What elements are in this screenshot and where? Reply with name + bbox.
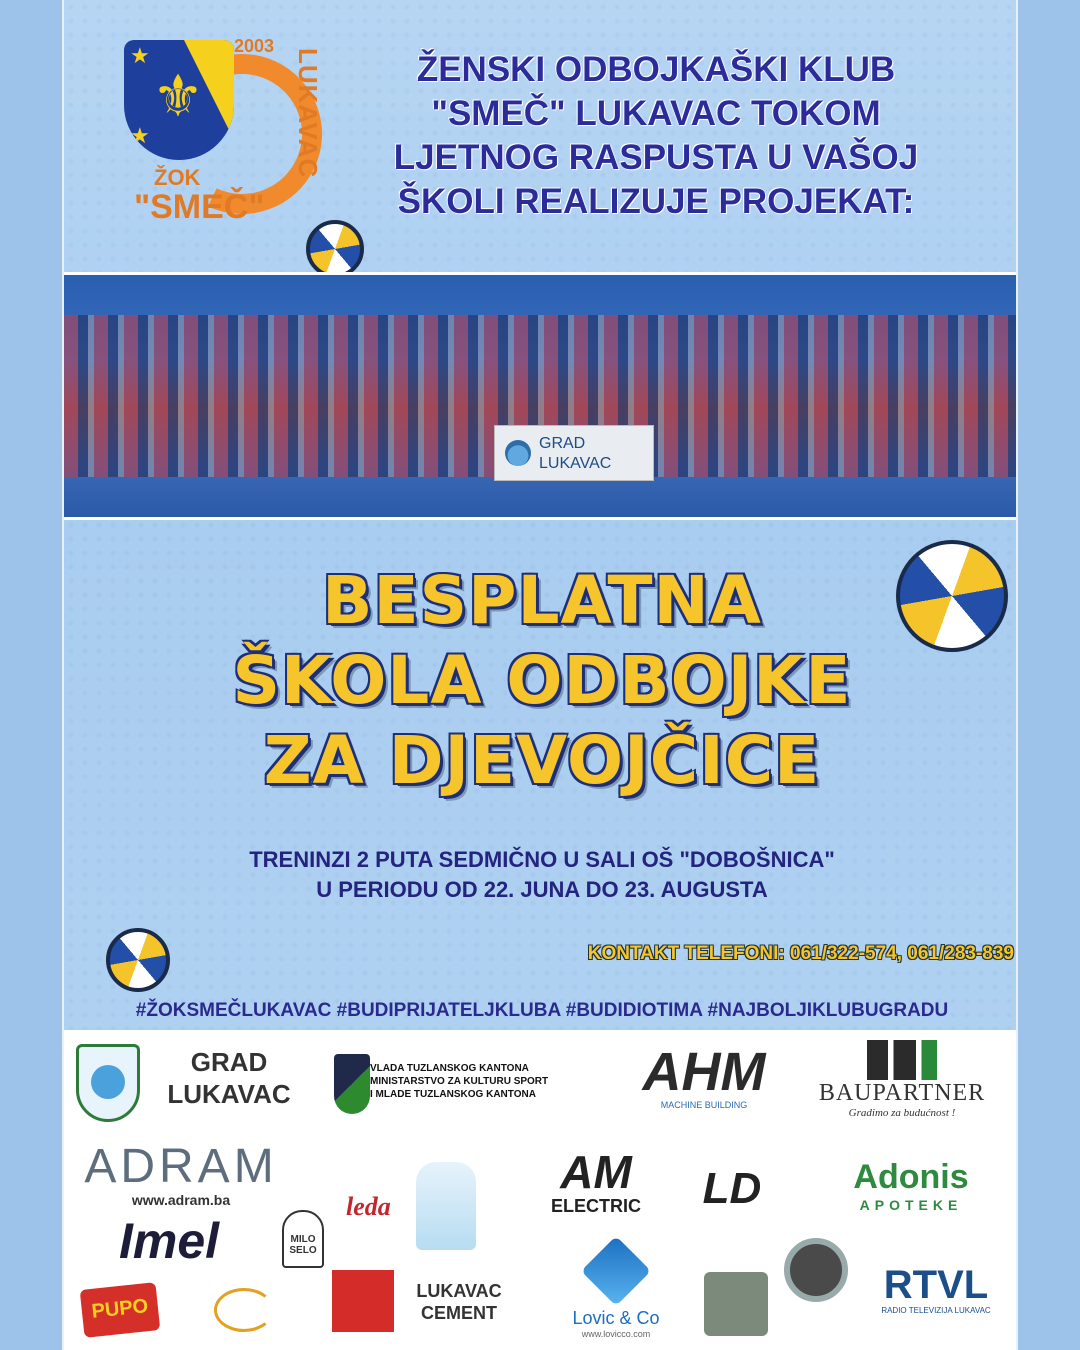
logo-year: 2003: [234, 36, 275, 56]
headline-line: ŠKOLI REALIZUJE PROJEKAT:: [397, 182, 915, 221]
sponsor-vlada-tk: VLADA TUZLANSKOG KANTONA MINISTARSTVO ZA KULTURU SPORT I MLADE TUZLANSKOG KANTONA: [370, 1063, 549, 1100]
hashtags: #ŽOKSMEČLUKAVAC #BUDIPRIJATELJKLUBA #BUDIDIOTIMA #NAJBOLJIKLUBUGRADU: [135, 1000, 949, 1021]
logo-city: LUKAVAC: [293, 48, 323, 179]
sponsor-grad-lukavac: GRAD LUKAVAC: [167, 1047, 291, 1109]
lily-icon: ⚜: [152, 62, 204, 130]
baupartner-building-icon: [867, 1040, 937, 1080]
sponsor-ahm: AHM MACHINE BUILDING: [642, 1042, 766, 1110]
grad-lukavac-sign: [494, 425, 654, 481]
camera-club-icon: [784, 1238, 848, 1302]
sponsor-pupo: PUPO: [80, 1282, 161, 1338]
sponsor-baupartner: BAUPARTNER Gradimo za budućnost !: [794, 1040, 1010, 1119]
headline-line: ŽENSKI ODBOJKAŠKI KLUB: [416, 50, 896, 89]
grad-lukavac-crest-icon: [76, 1044, 140, 1122]
sponsor-milo-selo: MILO SELO: [282, 1210, 324, 1268]
sponsor-lovic: Lovic & Co www.lovicco.com: [556, 1240, 676, 1339]
logo-prefix: ŽOK: [154, 165, 201, 190]
grad-lukavac-icon: [505, 440, 531, 466]
sponsors-panel: [64, 1030, 1018, 1350]
sponsor-leda: leda: [346, 1162, 496, 1250]
sign-text: LUKAVAC: [539, 455, 612, 472]
art-logo-icon: [214, 1288, 274, 1332]
title-line-3: ZA DJEVOJČICE: [263, 722, 821, 799]
lovic-cube-icon: [581, 1236, 651, 1306]
shield-icon: [124, 40, 234, 160]
info-line-2: U PERIODU OD 22. JUNA DO 23. AUGUSTA: [316, 877, 768, 902]
poster: [62, 0, 1018, 1350]
title-line-2: ŠKOLA ODBOJKE: [232, 642, 852, 719]
info-line-1: TRENINZI 2 PUTA SEDMIČNO U SALI OŠ "DOBOŠNICA": [249, 847, 835, 872]
gear-emblem-icon: [704, 1272, 768, 1336]
logo-name: "SMEČ": [134, 188, 265, 226]
star-icon: ★: [130, 44, 150, 69]
sponsor-am-electric: AM ELECTRIC: [551, 1146, 641, 1216]
sponsor-adram: ADRAM www.adram.ba: [84, 1140, 278, 1208]
sponsor-lukavac-cement: LUKAVAC CEMENT: [416, 1281, 502, 1323]
title-line-1: BESPLATNA: [322, 562, 762, 639]
contact-phones: KONTAKT TELEFONI: 061/322-574, 061/283-839: [587, 943, 1014, 964]
sponsor-adonis: Adonis APOTEKE: [853, 1158, 969, 1213]
tuzla-canton-crest-icon: [334, 1054, 370, 1114]
team-photo: [64, 272, 1018, 520]
adonis-leaf-icon: A: [853, 1158, 878, 1196]
club-logo: [124, 30, 324, 230]
star-icon: ★: [130, 124, 150, 149]
headline-line: LJETNOG RASPUSTA U VAŠOJ: [393, 138, 919, 177]
sign-text: GRAD: [539, 435, 586, 452]
headline: [346, 48, 966, 224]
sponsor-ld: LD: [702, 1164, 762, 1213]
volleyball-icon: [306, 220, 364, 278]
sponsor-imel: Imel: [118, 1213, 220, 1269]
sponsor-rtvl: RTVL RADIO TELEVIZIJA LUKAVAC: [881, 1263, 991, 1315]
water-bottle-icon: [416, 1162, 476, 1250]
volleyball-icon: [106, 928, 170, 992]
headline-line: "SMEČ" LUKAVAC TOKOM: [431, 94, 881, 133]
lukavac-cement-logo-icon: [332, 1270, 394, 1332]
